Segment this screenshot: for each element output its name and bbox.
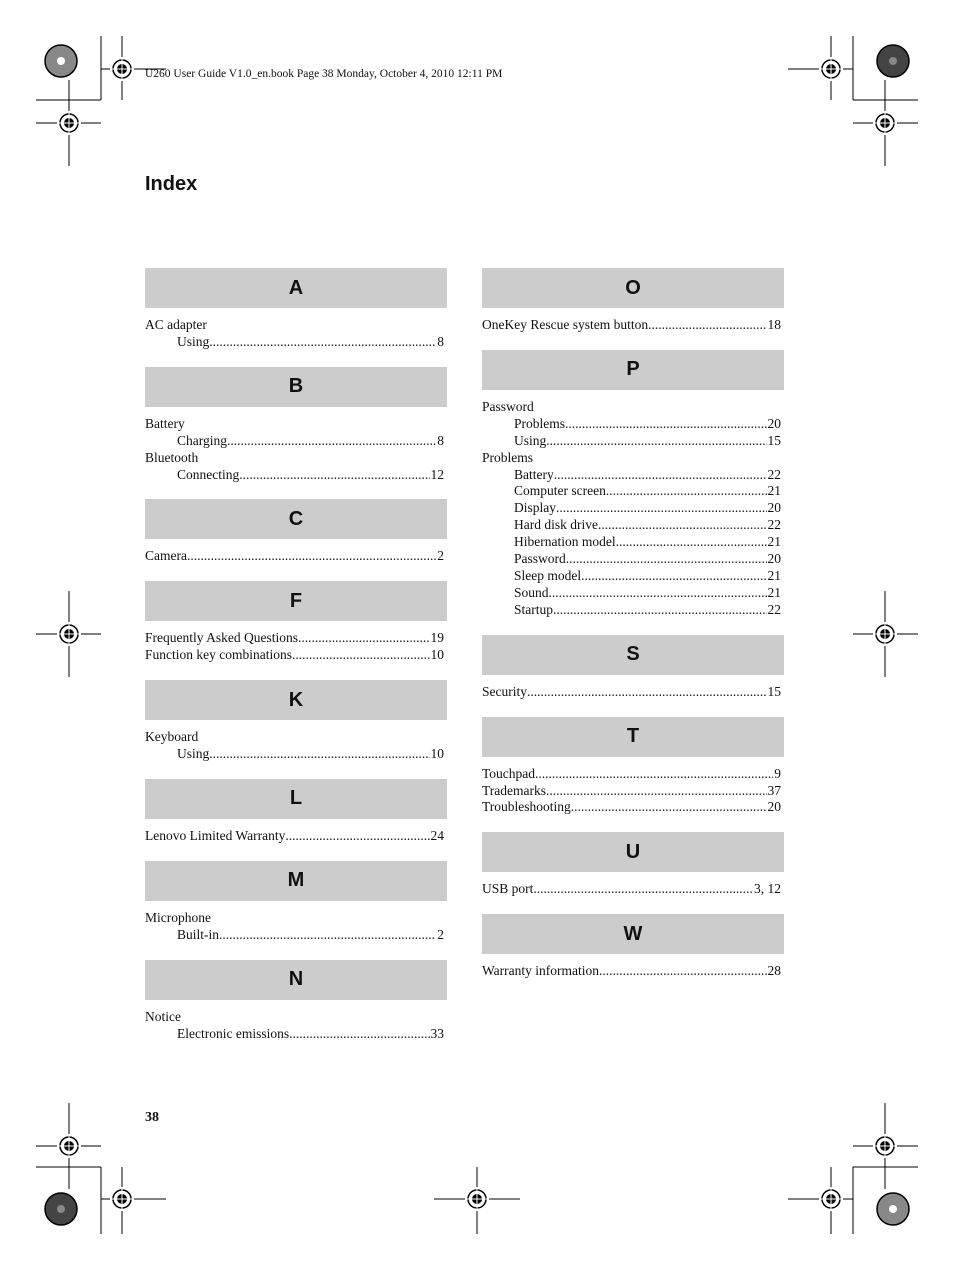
index-section-c — [145, 499, 447, 565]
entry-label: Camera — [145, 548, 187, 564]
index-subentry[interactable] — [482, 534, 784, 551]
index-column-right — [482, 268, 784, 996]
index-entry — [145, 416, 447, 433]
dot-leader — [648, 317, 766, 334]
entry-label: Troubleshooting — [482, 799, 571, 815]
entry-label: Frequently Asked Questions — [145, 630, 298, 646]
entry-page-ref — [443, 317, 447, 334]
index-section-o — [482, 268, 784, 334]
index-subentry[interactable] — [482, 585, 784, 602]
entry-page-ref: 8 — [437, 432, 444, 448]
index-subentry[interactable] — [482, 568, 784, 585]
section-letter-heading: W — [482, 914, 784, 954]
index-subentry[interactable] — [145, 927, 447, 944]
index-entry — [482, 450, 784, 467]
entry-label: USB port — [482, 881, 534, 897]
dot-leader — [211, 910, 443, 927]
index-section-a — [145, 268, 447, 351]
index-subentry[interactable] — [482, 467, 784, 484]
entry-page-ref — [780, 450, 784, 467]
entry-page-ref: 21 — [767, 534, 781, 550]
entry-page-ref — [443, 450, 447, 467]
entry-label: Bluetooth — [145, 449, 199, 465]
index-subentry[interactable] — [482, 433, 784, 450]
entry-page-ref: 22 — [767, 517, 781, 533]
index-entry — [482, 399, 784, 416]
entry-label: Password — [514, 551, 566, 567]
index-entry[interactable] — [482, 881, 784, 898]
dot-leader — [533, 450, 780, 467]
index-section-m — [145, 861, 447, 944]
index-subentry[interactable] — [482, 500, 784, 517]
dot-leader — [616, 534, 767, 551]
section-letter-heading: K — [145, 680, 447, 720]
index-entry[interactable] — [145, 828, 447, 845]
entry-page-ref: 21 — [767, 584, 781, 600]
section-letter-heading: C — [145, 499, 447, 539]
entry-label: Touchpad — [482, 765, 536, 781]
index-entry[interactable] — [145, 630, 447, 647]
dot-leader — [534, 399, 780, 416]
dot-leader — [298, 630, 430, 647]
index-subentry[interactable] — [482, 551, 784, 568]
entry-page-ref: 15 — [767, 432, 781, 448]
index-entry[interactable] — [482, 766, 784, 783]
dot-leader — [553, 602, 767, 619]
dot-leader — [239, 467, 429, 484]
index-section-k — [145, 680, 447, 763]
entry-label: Lenovo Limited Warranty — [145, 827, 286, 843]
entry-page-ref: 12 — [430, 466, 444, 482]
entry-page-ref: 15 — [767, 683, 781, 699]
section-letter-heading: T — [482, 717, 784, 757]
entry-page-ref: 33 — [430, 1025, 444, 1041]
index-section-l — [145, 779, 447, 845]
entry-page-ref: 8 — [437, 333, 444, 349]
entry-label: Electronic emissions — [177, 1025, 290, 1041]
entry-page-ref: 3, 12 — [754, 881, 781, 897]
section-letter-heading: O — [482, 268, 784, 308]
index-column-left — [145, 268, 447, 1059]
entry-label: OneKey Rescue system button — [482, 317, 649, 332]
dot-leader — [181, 1009, 443, 1026]
section-letter-heading: M — [145, 861, 447, 901]
entry-label: Computer screen — [514, 483, 606, 499]
entry-label: Trademarks — [482, 782, 546, 798]
index-subentry[interactable] — [145, 746, 447, 763]
section-letter-heading: F — [145, 581, 447, 621]
dot-leader — [285, 828, 429, 845]
section-letter-heading: P — [482, 350, 784, 390]
entry-page-ref: 20 — [767, 551, 781, 567]
entry-page-ref: 21 — [767, 483, 781, 499]
entry-page-ref: 19 — [430, 630, 444, 646]
entry-label: Charging — [177, 432, 227, 448]
entry-label: Warranty information — [482, 963, 599, 979]
entry-label: Function key combinations — [145, 647, 292, 663]
section-letter-heading: B — [145, 367, 447, 407]
dot-leader — [207, 317, 443, 334]
entry-label: Sleep model — [514, 567, 582, 583]
section-letter-heading: N — [145, 960, 447, 1000]
index-section-w — [482, 914, 784, 980]
entry-label: Microphone — [145, 909, 211, 925]
index-entry[interactable] — [482, 799, 784, 816]
dot-leader — [533, 881, 753, 898]
entry-page-ref — [780, 399, 784, 416]
dot-leader — [549, 585, 767, 602]
entry-label: Using — [177, 333, 210, 349]
entry-page-ref: 28 — [767, 963, 781, 979]
entry-label: Startup — [514, 601, 553, 617]
entry-label: Using — [514, 432, 547, 448]
dot-leader — [535, 766, 773, 783]
dot-leader — [565, 416, 766, 433]
dot-leader — [187, 548, 436, 565]
entry-label: Battery — [145, 415, 185, 431]
index-entry — [145, 1009, 447, 1026]
print-header: U260 User Guide V1.0_en.book Page 38 Monday, October 4, 2010 12:11 PM — [145, 68, 503, 80]
entry-page-ref: 2 — [437, 548, 444, 564]
dot-leader — [566, 551, 767, 568]
dot-leader — [209, 746, 429, 763]
entry-page-ref: 22 — [767, 466, 781, 482]
index-entry[interactable] — [482, 684, 784, 701]
entry-page-ref: 18 — [767, 317, 781, 332]
entry-label: AC adapter — [145, 317, 207, 332]
dot-leader — [571, 799, 767, 816]
entry-page-ref: 20 — [767, 415, 781, 431]
entry-page-ref: 20 — [767, 799, 781, 815]
index-section-u — [482, 832, 784, 898]
section-letter-heading: L — [145, 779, 447, 819]
entry-label: Security — [482, 683, 527, 699]
index-entry[interactable] — [482, 317, 784, 334]
entry-page-ref: 10 — [430, 746, 444, 762]
section-letter-heading: A — [145, 268, 447, 308]
entry-label: Password — [482, 398, 534, 414]
index-subentry[interactable] — [482, 602, 784, 619]
page-number: 38 — [145, 1110, 159, 1125]
entry-page-ref — [443, 729, 447, 746]
entry-page-ref — [443, 1009, 447, 1026]
entry-page-ref: 21 — [767, 567, 781, 583]
dot-leader — [198, 450, 443, 467]
dot-leader — [599, 963, 767, 980]
entry-page-ref: 37 — [767, 782, 781, 798]
index-section-t — [482, 717, 784, 817]
index-entry[interactable] — [145, 548, 447, 565]
dot-leader — [598, 517, 767, 534]
entry-page-ref: 9 — [774, 765, 781, 781]
entry-label: Using — [177, 746, 210, 762]
section-letter-heading: S — [482, 635, 784, 675]
dot-leader — [219, 927, 436, 944]
entry-page-ref: 10 — [430, 647, 444, 663]
index-subentry[interactable] — [482, 483, 784, 500]
entry-label: Hard disk drive — [514, 517, 598, 533]
index-subentry[interactable] — [482, 416, 784, 433]
index-subentry[interactable] — [145, 467, 447, 484]
index-section-b — [145, 367, 447, 484]
dot-leader — [289, 1026, 429, 1043]
dot-leader — [546, 433, 766, 450]
index-subentry[interactable] — [482, 517, 784, 534]
index-entry — [145, 729, 447, 746]
index-entry — [145, 450, 447, 467]
index-entry — [145, 910, 447, 927]
entry-label: Keyboard — [145, 729, 199, 745]
index-section-p — [482, 350, 784, 619]
entry-label: Connecting — [177, 466, 240, 482]
dot-leader — [546, 783, 767, 800]
entry-page-ref — [443, 416, 447, 433]
entry-label: Display — [514, 500, 556, 516]
section-letter-heading: U — [482, 832, 784, 872]
index-subentry[interactable] — [145, 334, 447, 351]
entry-page-ref: 22 — [767, 601, 781, 617]
entry-page-ref: 2 — [437, 926, 444, 942]
dot-leader — [554, 467, 767, 484]
entry-label: Notice — [145, 1008, 181, 1024]
dot-leader — [556, 500, 767, 517]
entry-label: Problems — [514, 415, 566, 431]
dot-leader — [292, 647, 430, 664]
index-section-s — [482, 635, 784, 701]
dot-leader — [198, 729, 443, 746]
index-section-n — [145, 960, 447, 1043]
entry-label: Battery — [514, 466, 554, 482]
dot-leader — [606, 483, 767, 500]
index-entry[interactable] — [145, 647, 447, 664]
page-title: Index — [145, 173, 198, 195]
index-section-f — [145, 581, 447, 664]
entry-page-ref: 20 — [767, 500, 781, 516]
entry-label: Sound — [514, 584, 549, 600]
index-entry[interactable] — [482, 783, 784, 800]
index-subentry[interactable] — [145, 433, 447, 450]
entry-label: Hibernation model — [514, 534, 616, 550]
dot-leader — [527, 684, 767, 701]
index-entry[interactable] — [482, 963, 784, 980]
entry-label: Built-in — [177, 926, 220, 942]
dot-leader — [227, 433, 436, 450]
entry-page-ref: 24 — [430, 827, 444, 843]
index-subentry[interactable] — [145, 1026, 447, 1043]
dot-leader — [209, 334, 436, 351]
entry-label: Problems — [482, 449, 534, 465]
index-entry — [145, 317, 447, 334]
entry-page-ref — [443, 910, 447, 927]
dot-leader — [185, 416, 443, 433]
dot-leader — [581, 568, 766, 585]
